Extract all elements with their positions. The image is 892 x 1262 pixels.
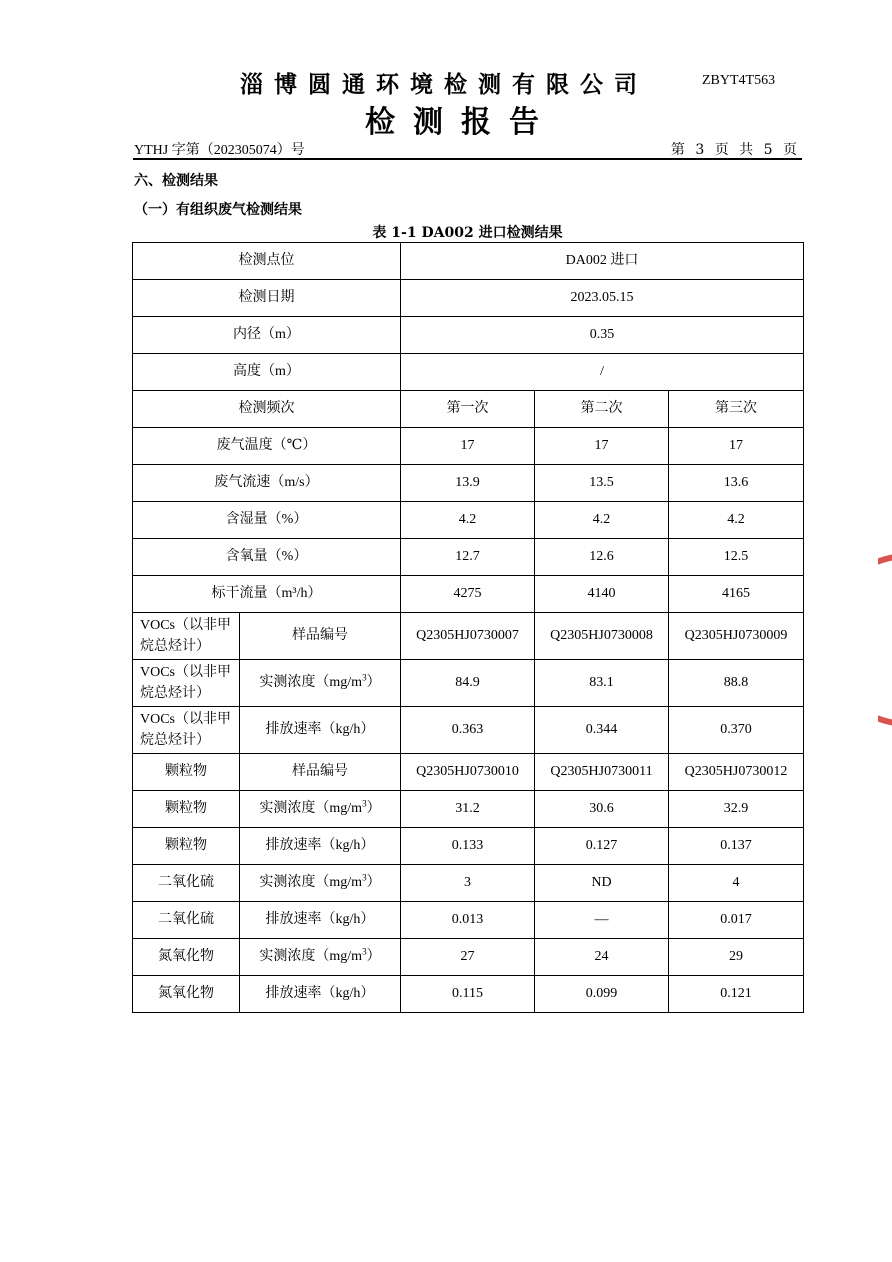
result-value: 0.013 — [401, 902, 535, 939]
header-divider — [133, 158, 802, 160]
table-row — [133, 828, 804, 865]
item-text: 排放速率（kg/h） — [265, 838, 375, 853]
result-value: 30.6 — [535, 791, 669, 828]
param-value: 12.5 — [669, 539, 804, 576]
pollutant-name: 颗粒物 — [133, 791, 240, 828]
result-value: 0.133 — [401, 828, 535, 865]
param-value: 13.5 — [535, 465, 669, 502]
item-text-end: ） — [366, 801, 381, 816]
pollutant-name: VOCs（以非甲烷总烃计） — [133, 660, 240, 707]
page-prefix: 第 — [670, 142, 688, 158]
table-row — [133, 939, 804, 976]
table-row — [133, 428, 804, 465]
param-label: 含氧量（%） — [133, 539, 401, 576]
page-current: 3 — [695, 142, 708, 158]
pollutant-name: 颗粒物 — [133, 754, 240, 791]
param-value: 12.6 — [535, 539, 669, 576]
result-value: 3 — [401, 865, 535, 902]
param-label: 废气流速（m/s） — [133, 465, 401, 502]
subsection-heading: （一）有组织废气检测结果 — [134, 202, 302, 218]
result-value: 0.370 — [669, 707, 804, 754]
result-value: 83.1 — [535, 660, 669, 707]
item-name — [240, 613, 401, 660]
page-middle: 页 共 — [714, 142, 757, 158]
table-row — [133, 243, 804, 280]
table-row — [133, 707, 804, 754]
table-row — [133, 754, 804, 791]
table-row — [133, 902, 804, 939]
param-label: 废气温度（℃） — [133, 428, 401, 465]
height-label: 高度（m） — [133, 354, 401, 391]
result-value: 0.137 — [669, 828, 804, 865]
pollutant-name: 二氧化硫 — [133, 902, 240, 939]
item-text: 实测浓度（mg/m — [259, 675, 363, 690]
table-row — [133, 502, 804, 539]
result-value: 29 — [669, 939, 804, 976]
item-text-end: ） — [366, 675, 381, 690]
result-value: Q2305HJ0730010 — [401, 754, 535, 791]
param-value: 17 — [535, 428, 669, 465]
table-row — [133, 317, 804, 354]
pollutant-name: VOCs（以非甲烷总烃计） — [133, 707, 240, 754]
date-value: 2023.05.15 — [401, 280, 804, 317]
pollutant-name: 二氧化硫 — [133, 865, 240, 902]
result-value: Q2305HJ0730011 — [535, 754, 669, 791]
item-text-end: ） — [366, 949, 381, 964]
results-table — [132, 242, 804, 1013]
item-name — [240, 754, 401, 791]
item-text: 排放速率（kg/h） — [265, 986, 375, 1001]
result-value: Q2305HJ0730012 — [669, 754, 804, 791]
result-value: 0.017 — [669, 902, 804, 939]
param-value: 4.2 — [669, 502, 804, 539]
item-text: 实测浓度（mg/m — [259, 801, 363, 816]
item-name — [240, 828, 401, 865]
frequency-3: 第三次 — [669, 391, 804, 428]
param-value: 13.6 — [669, 465, 804, 502]
result-value: 88.8 — [669, 660, 804, 707]
date-label: 检测日期 — [133, 280, 401, 317]
table-row — [133, 660, 804, 707]
result-value: — — [535, 902, 669, 939]
frequency-1: 第一次 — [401, 391, 535, 428]
result-value: 0.127 — [535, 828, 669, 865]
table-row — [133, 976, 804, 1013]
table-row — [133, 354, 804, 391]
result-value: Q2305HJ0730007 — [401, 613, 535, 660]
result-value: 27 — [401, 939, 535, 976]
diameter-label: 内径（m） — [133, 317, 401, 354]
result-value: 84.9 — [401, 660, 535, 707]
result-value: 0.363 — [401, 707, 535, 754]
result-value: 0.121 — [669, 976, 804, 1013]
pollutant-name: 颗粒物 — [133, 828, 240, 865]
section-heading: 六、检测结果 — [134, 173, 218, 189]
item-text: 实测浓度（mg/m — [259, 875, 363, 890]
table-row — [133, 791, 804, 828]
table-row — [133, 280, 804, 317]
result-value: ND — [535, 865, 669, 902]
result-value: 24 — [535, 939, 669, 976]
item-text: 排放速率（kg/h） — [265, 722, 375, 737]
table-row — [133, 539, 804, 576]
param-value: 4140 — [535, 576, 669, 613]
item-name — [240, 865, 401, 902]
item-superscript: 3 — [362, 872, 367, 883]
item-name — [240, 976, 401, 1013]
item-superscript: 3 — [362, 798, 367, 809]
param-value: 13.9 — [401, 465, 535, 502]
item-name — [240, 939, 401, 976]
diameter-value: 0.35 — [401, 317, 804, 354]
param-value: 12.7 — [401, 539, 535, 576]
table-row — [133, 613, 804, 660]
frequency-2: 第二次 — [535, 391, 669, 428]
param-value: 17 — [401, 428, 535, 465]
item-name — [240, 707, 401, 754]
result-value: 32.9 — [669, 791, 804, 828]
official-seal — [878, 548, 892, 730]
point-label: 检测点位 — [133, 243, 401, 280]
item-superscript: 3 — [362, 672, 367, 683]
item-name — [240, 791, 401, 828]
result-value: 0.344 — [535, 707, 669, 754]
result-value: Q2305HJ0730008 — [535, 613, 669, 660]
table-caption: 表 1-1 DA002 进口检测结果 — [372, 225, 563, 241]
param-value: 17 — [669, 428, 804, 465]
frequency-label: 检测频次 — [133, 391, 401, 428]
param-value: 4275 — [401, 576, 535, 613]
result-value: 4 — [669, 865, 804, 902]
param-label: 含湿量（%） — [133, 502, 401, 539]
item-text: 样品编号 — [292, 764, 348, 779]
page-suffix: 页 — [783, 142, 800, 158]
height-value: / — [401, 354, 804, 391]
param-value: 4.2 — [535, 502, 669, 539]
item-text-end: ） — [366, 875, 381, 890]
table-row — [133, 865, 804, 902]
point-value: DA002 进口 — [401, 243, 804, 280]
page-total: 5 — [763, 142, 776, 158]
table-row — [133, 576, 804, 613]
param-value: 4165 — [669, 576, 804, 613]
pollutant-name: VOCs（以非甲烷总烃计） — [133, 613, 240, 660]
item-superscript: 3 — [362, 946, 367, 957]
page-indicator — [671, 139, 800, 159]
item-name — [240, 902, 401, 939]
report-title: 检测报告 — [365, 105, 557, 140]
item-name — [240, 660, 401, 707]
result-value: Q2305HJ0730009 — [669, 613, 804, 660]
result-value: 31.2 — [401, 791, 535, 828]
item-text: 样品编号 — [292, 628, 348, 643]
item-text: 排放速率（kg/h） — [265, 912, 375, 927]
param-value: 4.2 — [401, 502, 535, 539]
pollutant-name: 氮氧化物 — [133, 939, 240, 976]
report-code: ZBYT4T563 — [702, 73, 776, 88]
param-label: 标干流量（m³/h） — [133, 576, 401, 613]
table-row — [133, 465, 804, 502]
company-name: 淄博圆通环境检测有限公司 — [240, 71, 648, 98]
table-row — [133, 391, 804, 428]
result-value: 0.115 — [401, 976, 535, 1013]
item-text: 实测浓度（mg/m — [259, 949, 363, 964]
result-value: 0.099 — [535, 976, 669, 1013]
pollutant-name: 氮氧化物 — [133, 976, 240, 1013]
report-number: YTHJ 字第（202305074）号 — [134, 143, 305, 158]
